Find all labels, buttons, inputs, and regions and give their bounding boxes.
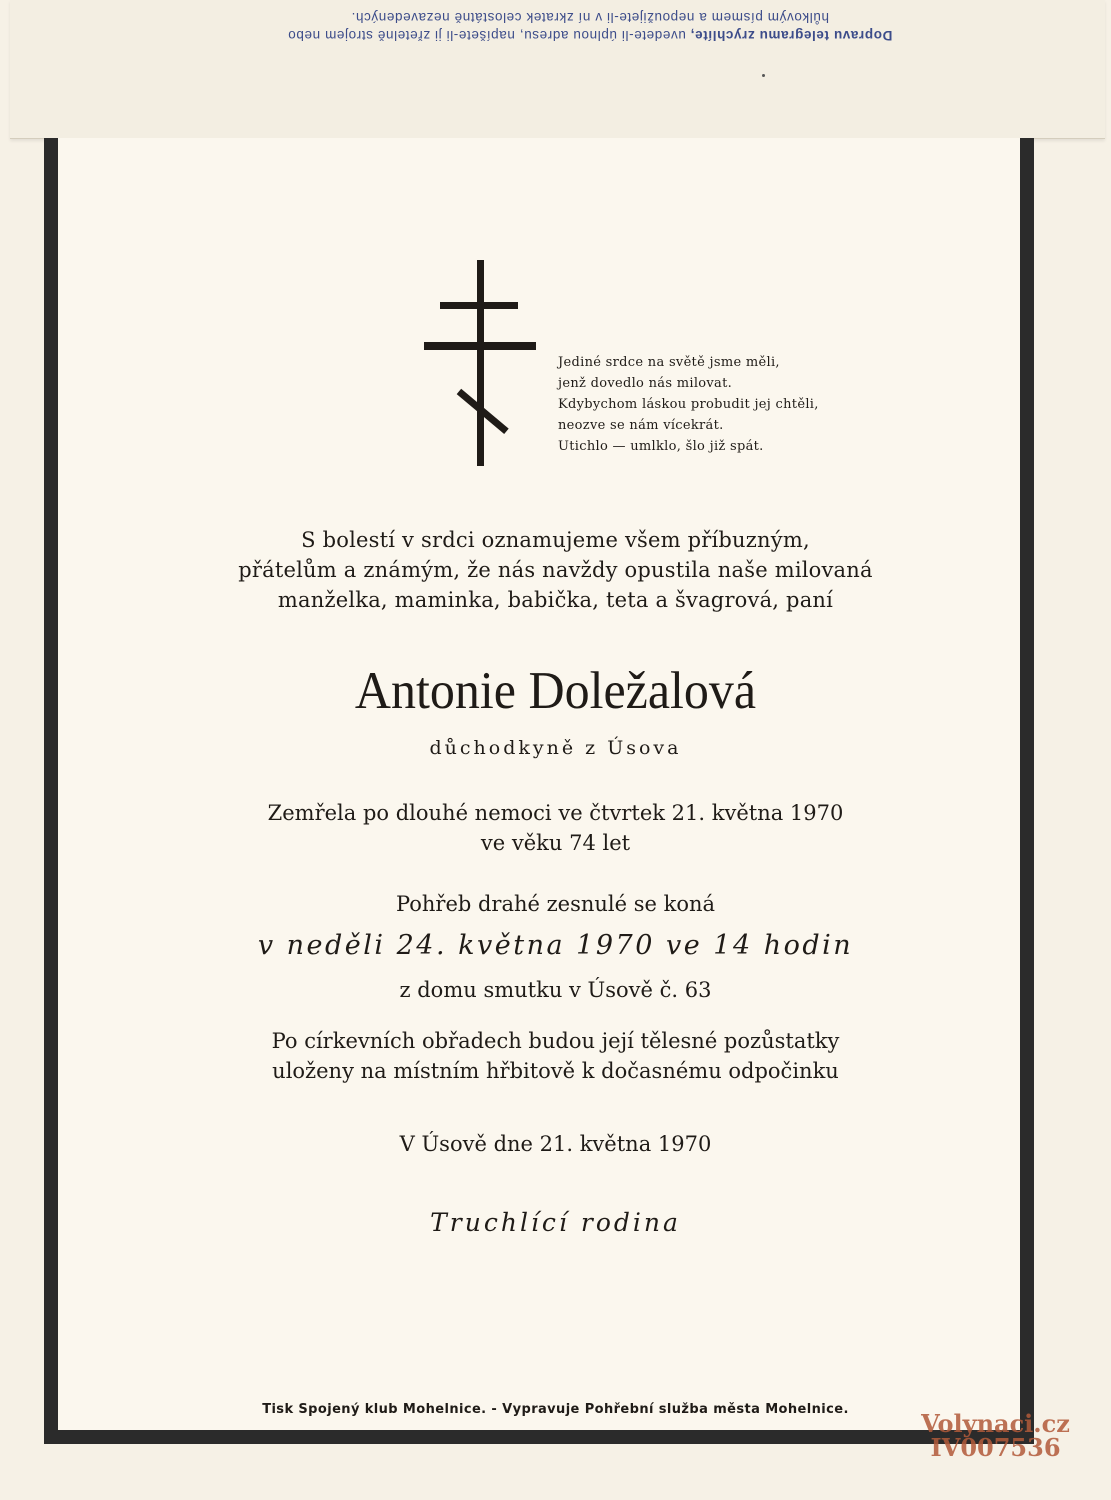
poem-line: Kdybychom láskou probudit jej chtěli, — [558, 397, 819, 412]
signature: Truchlící rodina — [430, 1208, 681, 1237]
ink-dot — [762, 74, 765, 77]
deceased-name: Antonie Doležalová — [354, 660, 757, 720]
burial-line: uloženy na místním hřbitově k dočasnému odpočinku — [272, 1059, 839, 1083]
telegram-notice-line1 — [150, 26, 1030, 44]
orthodox-cross-icon — [424, 260, 536, 466]
funeral-intro: Pohřeb drahé zesnulé se koná — [395, 892, 716, 916]
intro-line: manželka, maminka, babička, teta a švagrová, paní — [277, 588, 834, 612]
telegram-notice-line2: hůlkovým písmem a nepoužijete-li v ní zkratek celostátně nezavedených. — [351, 10, 829, 25]
watermark-id: IV007536 — [930, 1433, 1061, 1462]
poem-line: jenž dovedlo nás milovat. — [558, 376, 733, 391]
funeral-datetime: v neděli 24. května 1970 ve 14 hodin — [257, 930, 854, 961]
intro-line: přátelům a známým, že nás navždy opustila naše milovaná — [238, 558, 873, 582]
poem-line: neozve se nám vícekrát. — [558, 418, 724, 433]
printer-line: Tisk Spojený klub Mohelnice. - Vypravuje Pohřební služba města Mohelnice. — [262, 1402, 849, 1417]
telegram-strip — [10, 0, 1105, 139]
deceased-occupation: důchodkyně z Úsova — [429, 737, 682, 759]
death-line: Zemřela po dlouhé nemoci ve čtvrtek 21. května 1970 — [267, 801, 844, 825]
telegram-notice-line1-rest: uvedete-li úplnou adresu, napíšete-li ji zřetelně strojem nebo — [287, 28, 691, 43]
telegram-notice-bold: Dopravu telegramu zrychlíte, — [690, 28, 893, 43]
telegram-notice — [150, 8, 1030, 44]
poem-line: Utichlo — umlklo, šlo již spát. — [558, 439, 764, 454]
place-date: V Úsově dne 21. května 1970 — [399, 1132, 712, 1156]
poem-line: Jediné srdce na světě jsme měli, — [558, 355, 780, 370]
burial-line: Po církevních obřadech budou její tělesné pozůstatky — [271, 1029, 840, 1053]
death-details — [0, 798, 1111, 858]
watermark-site: Volynaci.cz — [921, 1409, 1070, 1438]
funeral-place: z domu smutku v Úsově č. 63 — [399, 978, 712, 1002]
intro-line: S bolestí v srdci oznamujeme všem příbuzným, — [301, 528, 810, 552]
mourning-card-border — [44, 138, 1034, 1444]
announcement-intro — [0, 525, 1111, 615]
burial-details — [0, 1026, 1111, 1086]
poem — [558, 352, 888, 457]
death-line: ve věku 74 let — [480, 831, 631, 855]
archive-watermark — [908, 1409, 1083, 1462]
